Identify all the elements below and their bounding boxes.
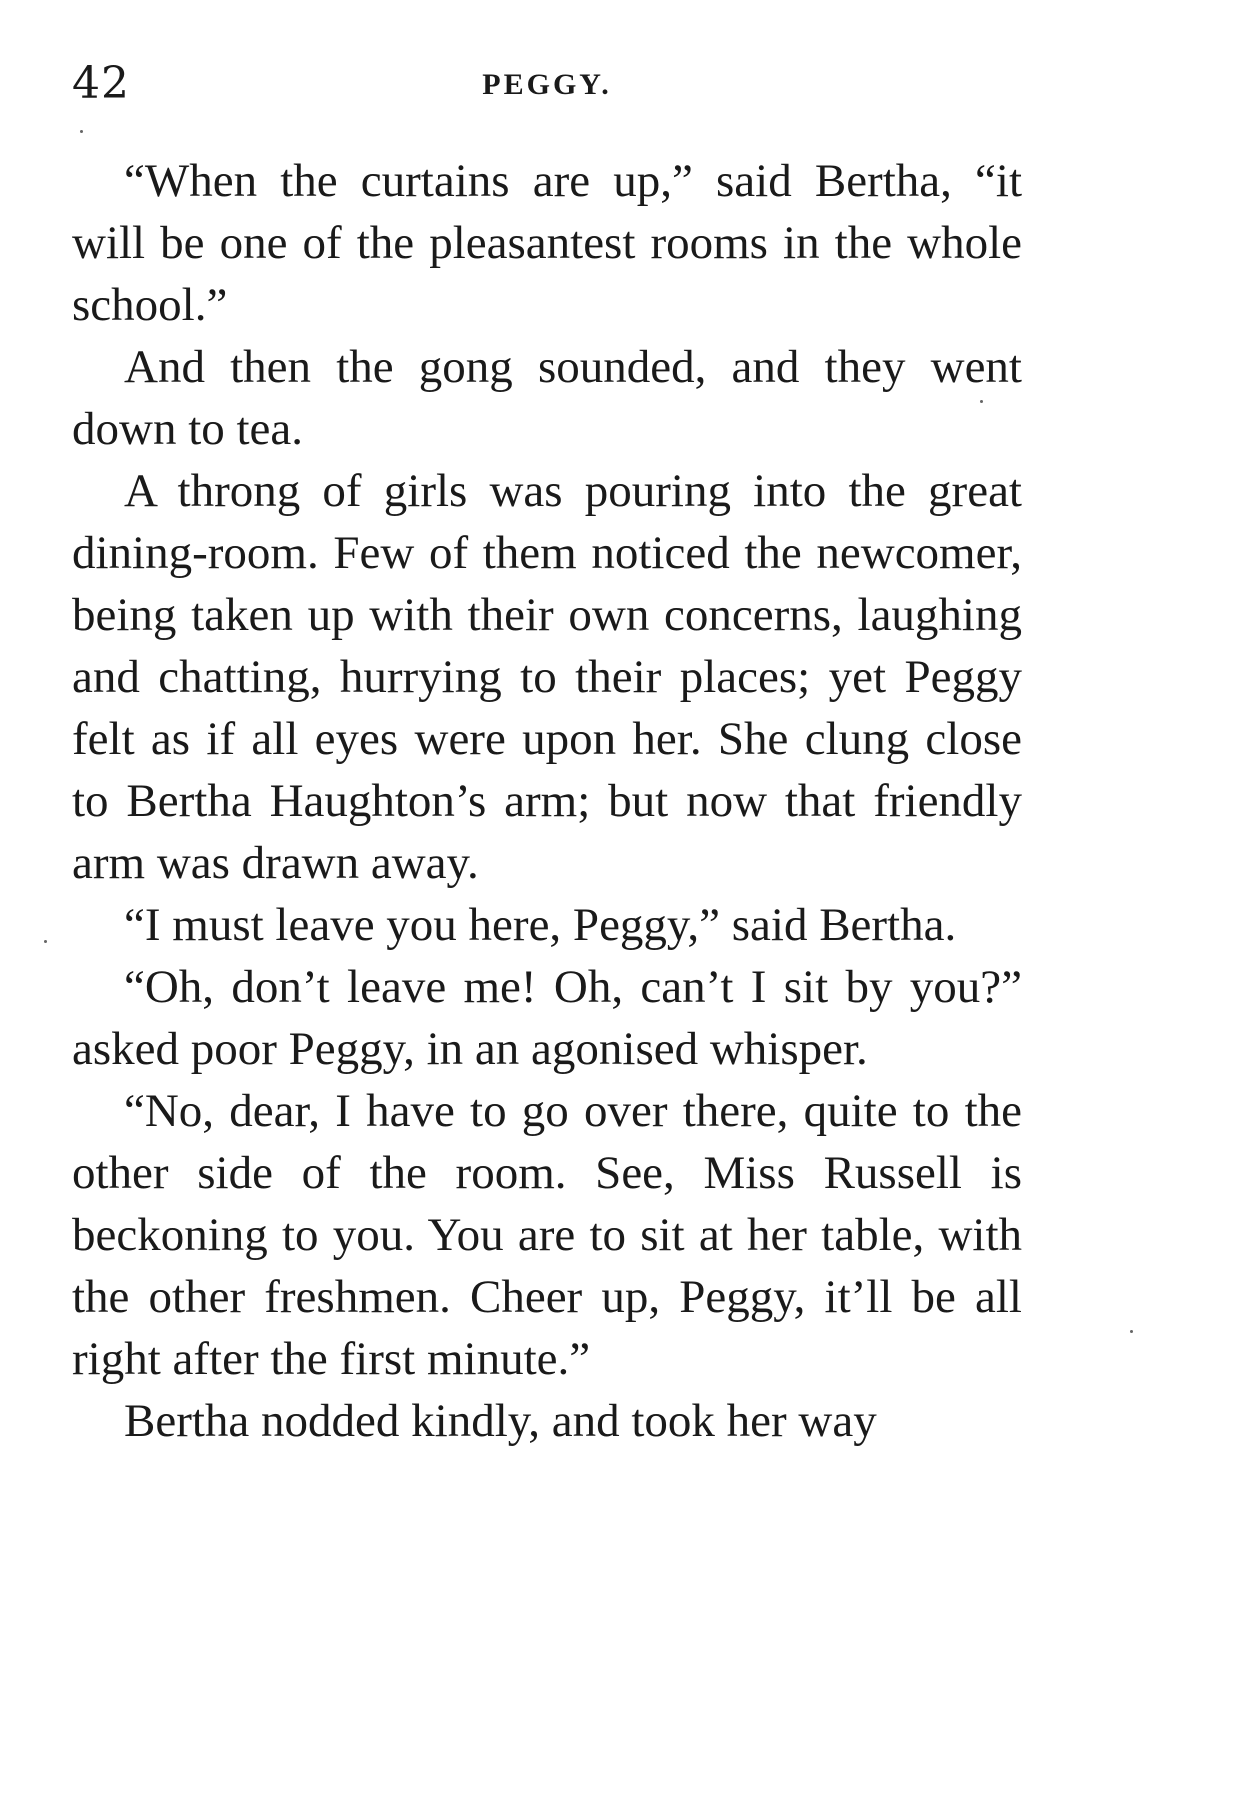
page-number: 42 [72, 58, 130, 109]
paragraph: And then the gong sounded, and they went down to tea. [72, 341, 1022, 455]
paper-speck [80, 130, 83, 133]
running-head [72, 54, 1022, 114]
paragraph: A throng of girls was pouring into the great dining-room. Few of them noticed the newcomer, being taken up with their own concerns, laughing and chatting, hurrying to their places; yet Peggy felt as if all eyes were upon her. She clung close to Bertha Haughton’s arm; but now that friendly arm was drawn away. [72, 465, 1022, 889]
paragraph: “I must leave you here, Peggy,” said Bertha. [124, 899, 957, 951]
paper-speck [980, 400, 983, 403]
paragraph: “When the curtains are up,” said Bertha, “it will be one of the pleasantest rooms in the whole school.” [72, 155, 1022, 331]
paragraph: “No, dear, I have to go over there, quite to the other side of the room. See, Miss Russell is beckoning to you. You are to sit at her table, with the other freshmen. Cheer up, Peggy, it’ll be all right after the first minute.” [72, 1085, 1022, 1385]
paper-speck [44, 940, 47, 943]
paragraph: Bertha nodded kindly, and took her way [124, 1395, 877, 1447]
body-text [72, 150, 1022, 1452]
paper-speck [1130, 1330, 1133, 1333]
running-title: PEGGY. [482, 68, 612, 101]
paragraph: “Oh, don’t leave me! Oh, can’t I sit by you?” asked poor Peggy, in an agonised whisper. [72, 961, 1022, 1075]
